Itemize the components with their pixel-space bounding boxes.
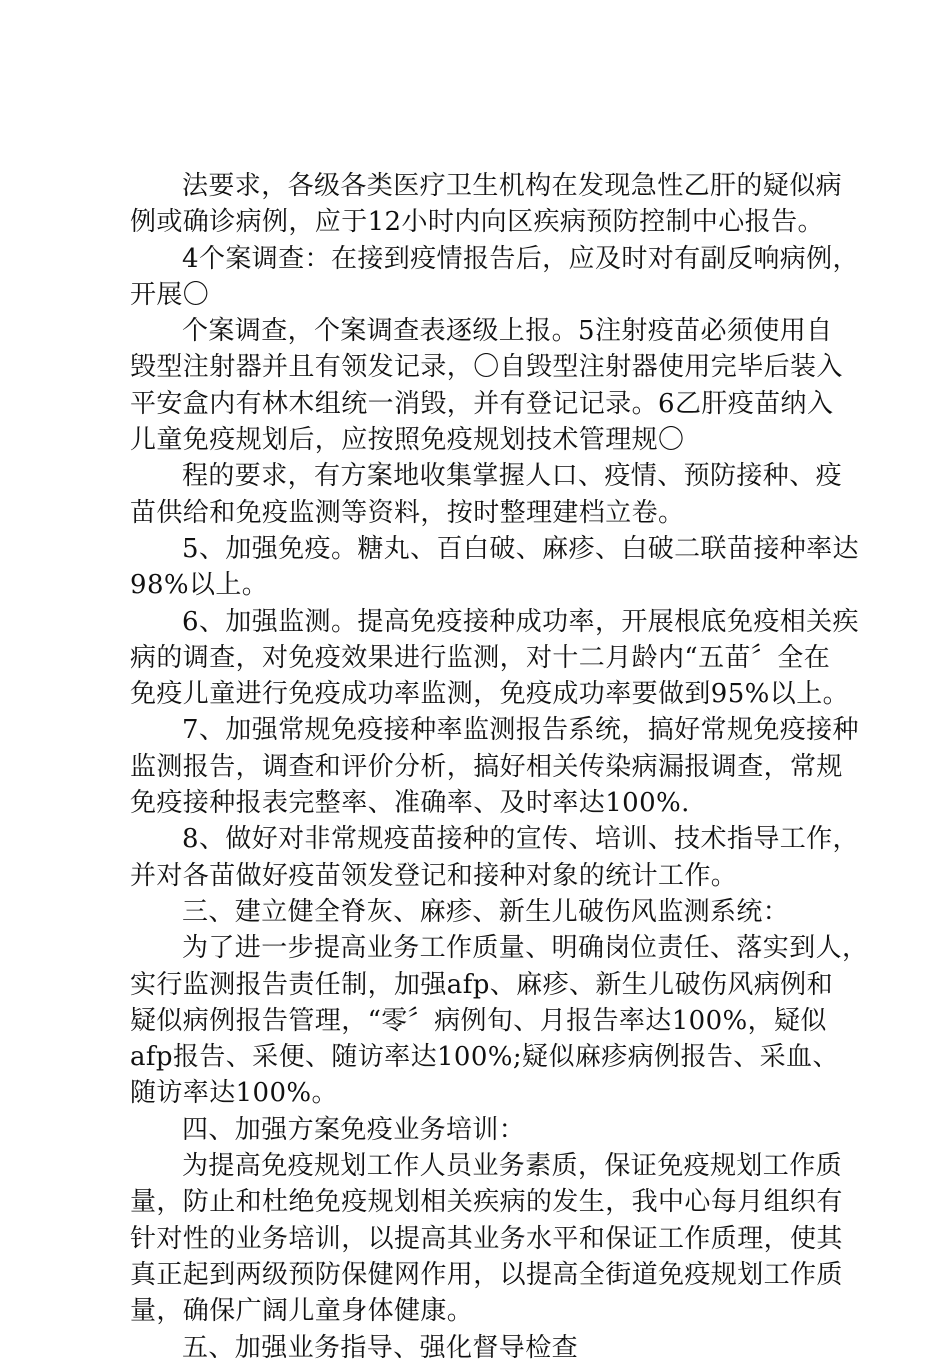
text-line: 量，确保广阔儿童身体健康。 [130,1296,474,1327]
text-line: 98%以上。 [130,570,269,601]
text-line: 监测报告，调查和评价分析，搞好相关传染病漏报调查，常规 [130,751,843,782]
text-line: 为了进一步提高业务工作质量、明确岗位责任、落实到人， [182,933,869,964]
text-line: 针对性的业务培训，以提高其业务水平和保证工作质理，使其 [130,1223,843,1254]
text-line: 5、加强免疫。糖丸、百白破、麻疹、白破二联苗接种率达 [182,533,859,564]
text-line: 免疫接种报表完整率、准确率、及时率达100%. [130,788,690,819]
text-line: 4个案调查：在接到疫情报告后，应及时对有副反响病例， [182,243,859,274]
document-page [130,168,869,1366]
text-line: 并对各苗做好疫苗领发登记和接种对象的统计工作。 [130,860,738,891]
text-line: 例或确诊病例，应于12小时内向区疾病预防控制中心报告。 [130,207,824,238]
text-line: 个案调查，个案调查表逐级上报。5注射疫苗必须使用自 [182,316,833,347]
text-line: 三、建立健全脊灰、麻疹、新生儿破伤风监测系统： [182,896,790,927]
text-line: 病的调查，对免疫效果进行监测，对十二月龄内“五苗〞全在 [130,642,831,673]
text-line: 儿童免疫规划后，应按照免疫规划技术管理规〇 [130,425,685,456]
text-line: 为提高免疫规划工作人员业务素质，保证免疫规划工作质 [182,1151,843,1182]
text-line: 毁型注射器并且有领发记录，〇自毁型注射器使用完毕后装入 [130,352,843,383]
text-line: 免疫儿童进行免疫成功率监测，免疫成功率要做到95%以上。 [130,679,849,710]
text-line: 8、做好对非常规疫苗接种的宣传、培训、技术指导工作， [182,824,859,855]
text-line: 6、加强监测。提高免疫接种成功率，开展根底免疫相关疾 [182,606,859,637]
text-line: 苗供给和免疫监测等资料，按时整理建档立卷。 [130,497,685,528]
text-line: 五、加强业务指导、强化督导检查 [182,1332,579,1363]
text-line: afp报告、采便、随访率达100%;疑似麻疹病例报告、采血、 [130,1042,839,1073]
text-line: 量，防止和杜绝免疫规划相关疾病的发生，我中心每月组织有 [130,1187,843,1218]
text-line: 随访率达100%。 [130,1078,338,1109]
text-line: 平安盒内有林木组统一消毁，并有登记记录。6乙肝疫苗纳入 [130,388,834,419]
text-line: 7、加强常规免疫接种率监测报告系统，搞好常规免疫接种 [182,715,859,746]
text-line: 法要求，各级各类医疗卫生机构在发现急性乙肝的疑似病 [182,171,843,201]
text-line: 疑似病例报告管理，“零〞病例旬、月报告率达100%，疑似 [130,1005,827,1036]
text-line: 程的要求，有方案地收集掌握人口、疫情、预防接种、疫 [182,461,843,492]
text-line: 真正起到两级预防保健网作用，以提高全街道免疫规划工作质 [130,1259,843,1290]
text-line: 开展〇 [130,279,210,310]
text-line: 实行监测报告责任制，加强afp、麻疹、新生儿破伤风病例和 [130,969,833,1000]
text-line: 四、加强方案免疫业务培训： [182,1114,526,1145]
